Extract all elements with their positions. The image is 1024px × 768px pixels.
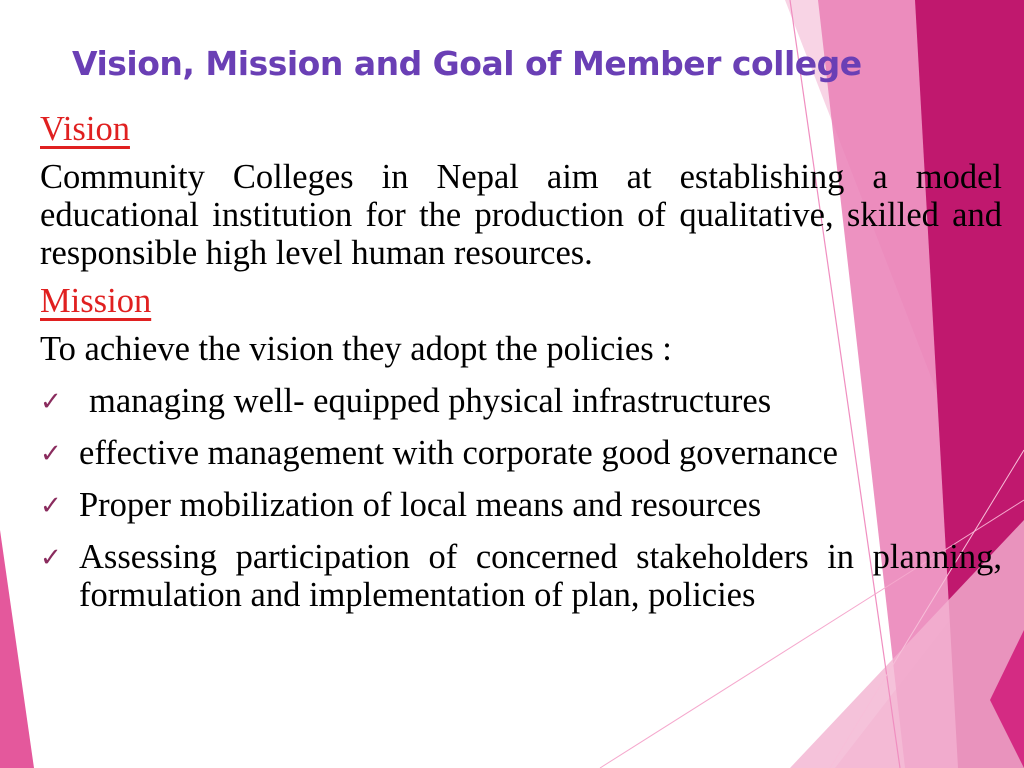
vision-text: Community Colleges in Nepal aim at establishing a model educational institution for the production of qualitative, skilled and responsible high level human resources. (40, 158, 1002, 272)
slide-content (40, 110, 1002, 628)
list-item-text: Proper mobilization of local means and resources (79, 486, 762, 524)
list-item-text: managing well- equipped physical infrastructures (89, 382, 772, 420)
left-accent-strip (0, 530, 34, 768)
checkmark-icon: ✓ (40, 439, 62, 469)
checkmark-icon: ✓ (40, 491, 62, 521)
checkmark-icon: ✓ (40, 387, 62, 417)
policy-list (40, 382, 1002, 614)
list-item (40, 434, 1002, 472)
list-item (40, 382, 1002, 420)
mission-heading: Mission (40, 282, 152, 320)
checkmark-icon: ✓ (40, 543, 62, 573)
list-item-text: Assessing participation of concerned stakeholders in planning, formulation and implementation of plan, policies (79, 538, 1002, 614)
list-item (40, 486, 1002, 524)
list-item-text: effective management with corporate good governance (79, 434, 838, 472)
list-item (40, 538, 1002, 614)
vision-heading: Vision (40, 110, 130, 148)
mission-intro: To achieve the vision they adopt the policies : (40, 330, 672, 368)
slide-title: Vision, Mission and Goal of Member college (72, 44, 862, 83)
